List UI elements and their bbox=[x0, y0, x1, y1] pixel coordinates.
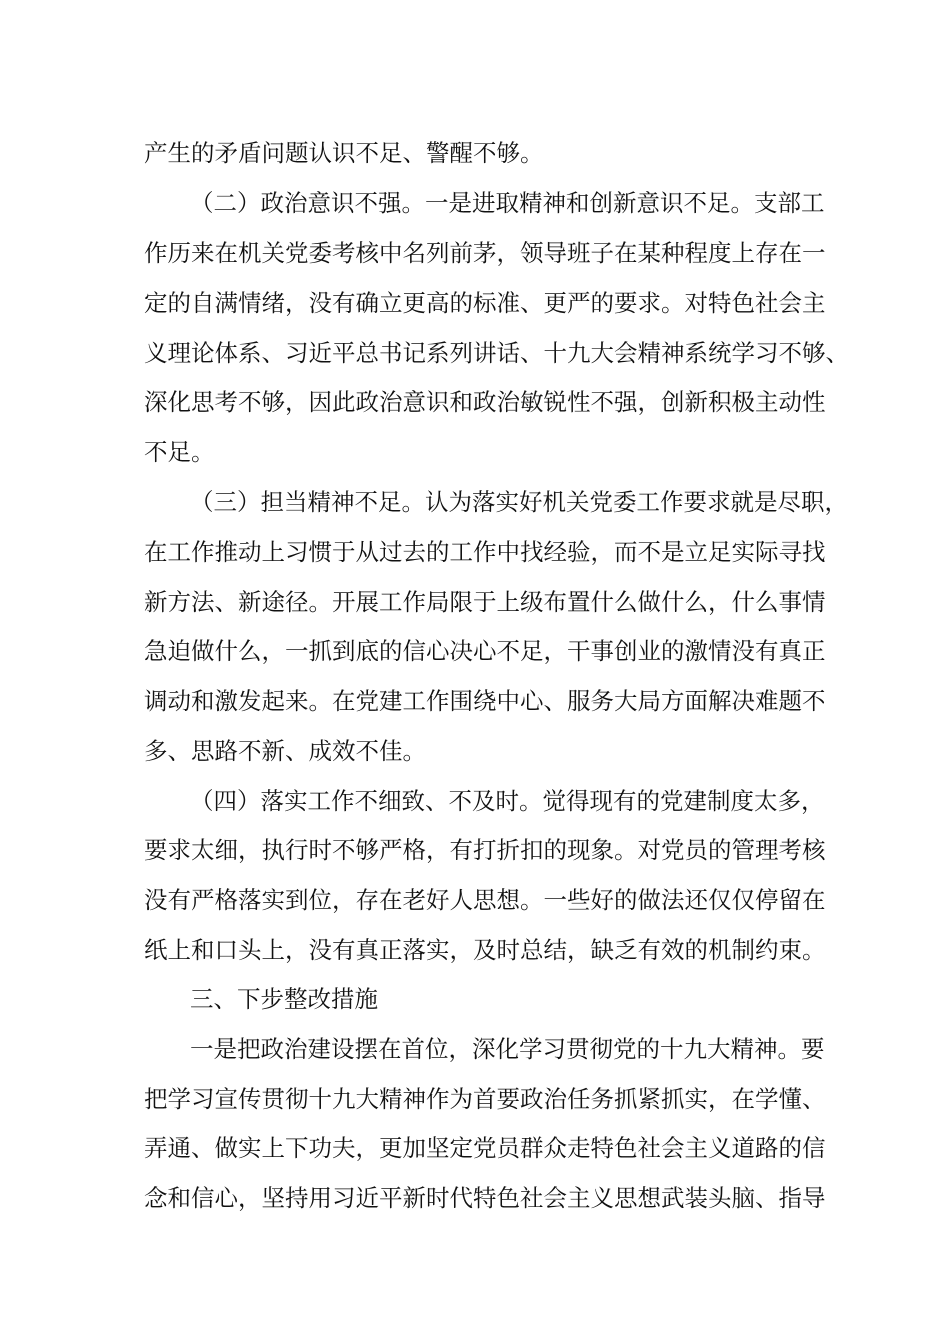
text-line: 把学习宣传贯彻十九大精神作为首要政治任务抓紧抓实，在学懂、 bbox=[144, 1085, 826, 1113]
text-line: 作历来在机关党委考核中名列前茅，领导班子在某种程度上存在一 bbox=[144, 239, 826, 267]
text-line: 念和信心，坚持用习近平新时代特色社会主义思想武装头脑、指导 bbox=[144, 1184, 826, 1212]
text-line: 在工作推动上习惯于从过去的工作中找经验，而不是立足实际寻找 bbox=[144, 538, 826, 566]
text-line: 急迫做什么，一抓到底的信心决心不足，干事创业的激情没有真正 bbox=[144, 637, 826, 665]
text-line: 义理论体系、习近平总书记系列讲话、十九大会精神系统学习不够、 bbox=[144, 339, 849, 367]
text-line: 要求太细，执行时不够严格，有打折扣的现象。对党员的管理考核 bbox=[144, 836, 826, 864]
text-line: 定的自满情绪，没有确立更高的标准、更严的要求。对特色社会主 bbox=[144, 289, 826, 317]
section-heading: 三、下步整改措施 bbox=[190, 985, 378, 1013]
text-line: （四）落实工作不细致、不及时。觉得现有的党建制度太多， bbox=[190, 787, 825, 815]
text-line: 调动和激发起来。在党建工作围绕中心、服务大局方面解决难题不 bbox=[144, 687, 826, 715]
text-line: （二）政治意识不强。一是进取精神和创新意识不足。支部工 bbox=[190, 189, 825, 217]
text-line: 不足。 bbox=[144, 438, 215, 466]
text-line: 弄通、做实上下功夫，更加坚定党员群众走特色社会主义道路的信 bbox=[144, 1134, 826, 1162]
text-line: 深化思考不够，因此政治意识和政治敏锐性不强，创新积极主动性 bbox=[144, 388, 826, 416]
text-line: 新方法、新途径。开展工作局限于上级布置什么做什么，什么事情 bbox=[144, 588, 826, 616]
text-line: （三）担当精神不足。认为落实好机关党委工作要求就是尽职， bbox=[190, 488, 848, 516]
text-line: 一是把政治建设摆在首位，深化学习贯彻党的十九大精神。要 bbox=[190, 1035, 825, 1063]
text-line: 没有严格落实到位，存在老好人思想。一些好的做法还仅仅停留在 bbox=[144, 886, 826, 914]
text-line: 产生的矛盾问题认识不足、警醒不够。 bbox=[144, 139, 544, 167]
text-line: 多、思路不新、成效不佳。 bbox=[144, 737, 426, 765]
text-line: 纸上和口头上，没有真正落实，及时总结，缺乏有效的机制约束。 bbox=[144, 936, 826, 964]
